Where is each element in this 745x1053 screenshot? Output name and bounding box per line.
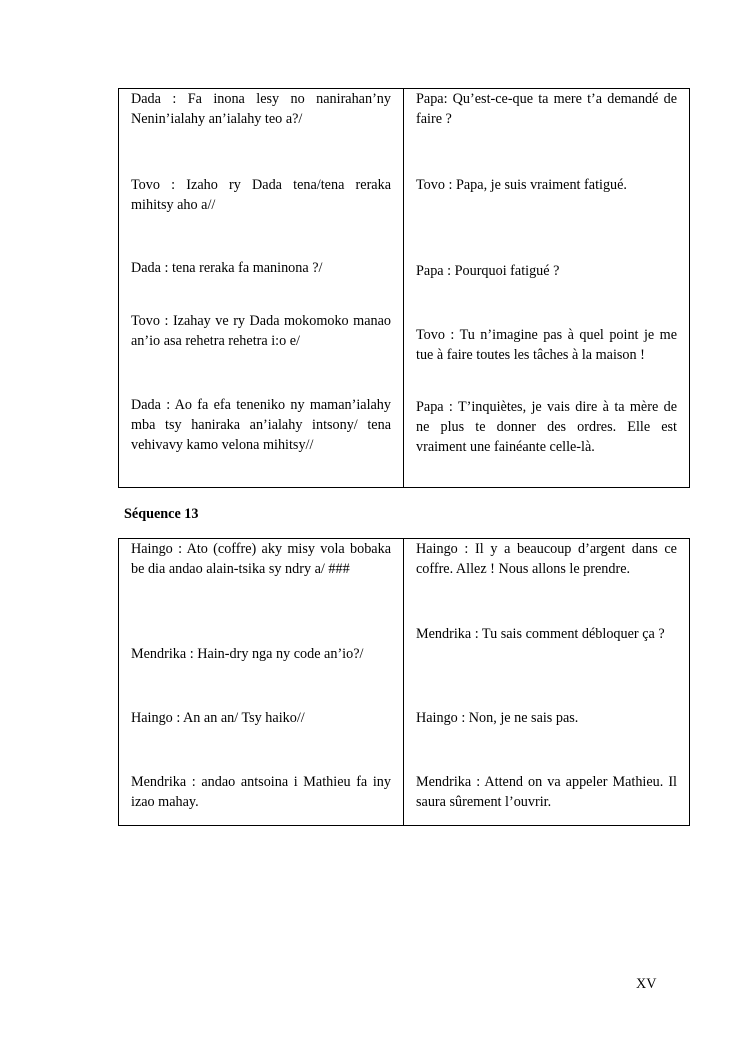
malagasy-line: Dada : tena reraka fa maninona ?/ (131, 260, 323, 276)
dialogue-table-1 (118, 88, 690, 488)
malagasy-line: Haingo : Ato (coffre) aky misy vola bobaka be dia andao alain-tsika sy ndry a/ ### (131, 541, 391, 577)
french-line: Haingo : Non, je ne sais pas. (416, 710, 579, 726)
french-line: Mendrika : Attend on va appeler Mathieu. Il saura sûrement l’ouvrir. (416, 774, 677, 810)
malagasy-line: Mendrika : andao antsoina i Mathieu fa iny izao mahay. (131, 774, 391, 810)
french-line: Papa : T’inquiètes, je vais dire à ta mère de ne plus te donner des ordres. Elle est vraiment une fainéante celle-là. (416, 399, 677, 455)
malagasy-column (119, 89, 404, 488)
malagasy-column (119, 539, 404, 826)
french-column (404, 89, 690, 488)
french-line: Mendrika : Tu sais comment débloquer ça ? (416, 626, 665, 642)
malagasy-line: Dada : Ao fa efa teneniko ny maman’ialahy mba tsy haniraka an’ialahy intsony/ tena vehivavy kamo velona mihitsy// (131, 397, 391, 453)
french-line: Tovo : Tu n’imagine pas à quel point je me tue à faire toutes les tâches à la maison ! (416, 327, 677, 363)
section-heading: Séquence 13 (124, 506, 199, 522)
malagasy-line: Tovo : Izaho ry Dada tena/tena reraka mihitsy aho a// (131, 177, 391, 213)
french-line: Haingo : Il y a beaucoup d’argent dans ce coffre. Allez ! Nous allons le prendre. (416, 541, 677, 577)
dialogue-table-2 (118, 538, 690, 826)
french-line: Papa: Qu’est-ce-que ta mere t’a demandé de faire ? (416, 91, 677, 127)
french-line: Tovo : Papa, je suis vraiment fatigué. (416, 177, 627, 193)
page-number: XV (636, 976, 657, 992)
malagasy-line: Tovo : Izahay ve ry Dada mokomoko manao an’io asa rehetra rehetra i:o e/ (131, 313, 391, 349)
french-line: Papa : Pourquoi fatigué ? (416, 263, 560, 279)
french-column (404, 539, 690, 826)
malagasy-line: Mendrika : Hain-dry nga ny code an’io?/ (131, 646, 364, 662)
malagasy-line: Haingo : An an an/ Tsy haiko// (131, 710, 305, 726)
malagasy-line: Dada : Fa inona lesy no nanirahan’ny Nenin’ialahy an’ialahy teo a?/ (131, 91, 391, 127)
